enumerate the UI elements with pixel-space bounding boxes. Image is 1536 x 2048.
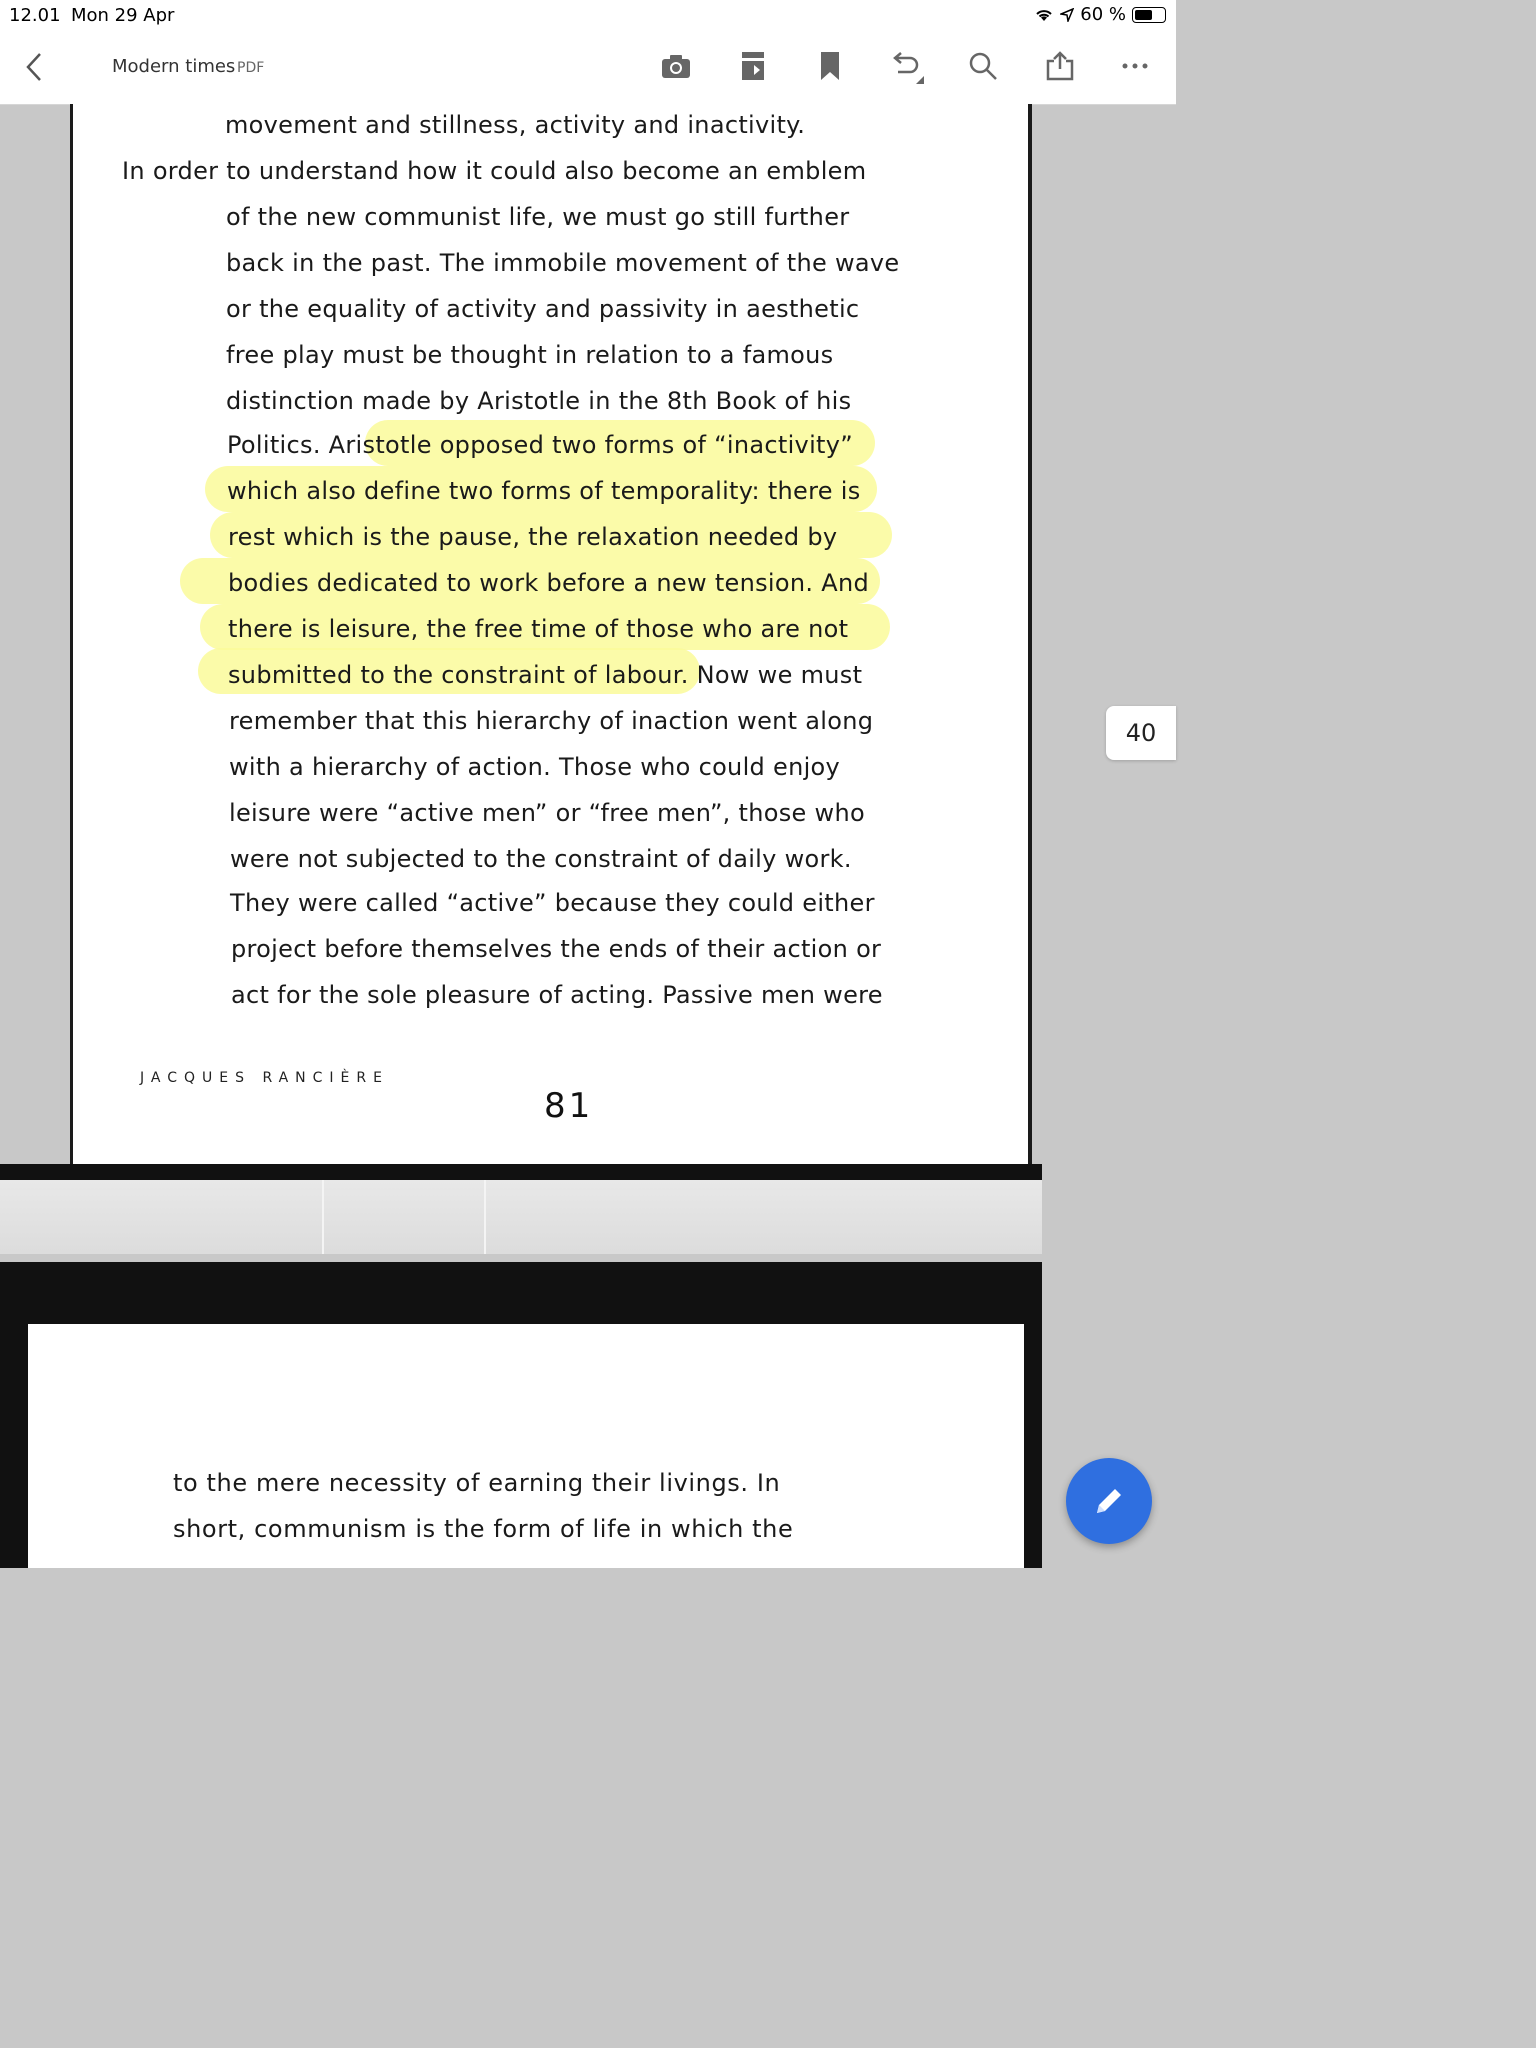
more-button[interactable]: [1117, 48, 1153, 84]
undo-button[interactable]: [888, 48, 924, 84]
share-icon: [1045, 51, 1075, 81]
pdf-page-next: [28, 1324, 1024, 1568]
search-button[interactable]: [965, 48, 1001, 84]
search-icon: [968, 51, 998, 81]
scan-gap: [0, 1180, 1042, 1254]
document-title: Modern times: [112, 56, 236, 77]
page-indicator[interactable]: 40: [1106, 706, 1176, 760]
text-line: distinction made by Aristotle in the 8th Book of his: [226, 387, 852, 415]
battery-percent: 60 %: [1080, 4, 1126, 25]
text-line: They were called “active” because they could either: [230, 889, 875, 917]
battery-icon: [1132, 7, 1166, 23]
text-line: free play must be thought in relation to a famous: [226, 341, 834, 369]
chevron-left-icon: [20, 50, 50, 84]
text-line: which also define two forms of temporality: there is: [227, 477, 861, 505]
back-button[interactable]: [20, 50, 50, 84]
more-icon: [1120, 61, 1150, 71]
text-line: Politics. Aristotle opposed two forms of “inactivity”: [227, 431, 853, 459]
status-right: [1034, 4, 1166, 25]
undo-icon: [888, 48, 924, 84]
page-footer-author: JACQUES RANCIÈRE: [140, 1070, 389, 1086]
text-line: there is leisure, the free time of those who are not: [228, 615, 849, 643]
text-line: bodies dedicated to work before a new tension. And: [228, 569, 870, 597]
bookmark-icon: [820, 51, 840, 81]
page-edge: [0, 1164, 1042, 1180]
page-footer-number: 81: [544, 1086, 594, 1126]
file-type-badge: PDF: [237, 60, 265, 76]
text-line: back in the past. The immobile movement of the wave: [226, 249, 900, 277]
text-line: leisure were “active men” or “free men”, those who: [229, 799, 865, 827]
text-line: were not subjected to the constraint of daily work.: [230, 845, 852, 873]
text-line: to the mere necessity of earning their livings. In: [173, 1469, 781, 1497]
location-icon: [1060, 8, 1074, 22]
status-date: Mon 29 Apr: [71, 5, 175, 26]
text-line: movement and stillness, activity and inactivity.: [225, 111, 806, 139]
toolbar: [0, 32, 1176, 105]
share-button[interactable]: [1042, 48, 1078, 84]
text-line: rest which is the pause, the relaxation needed by: [228, 523, 838, 551]
page-layout-button[interactable]: [735, 48, 771, 84]
text-line: act for the sole pleasure of acting. Passive men were: [231, 981, 883, 1009]
camera-icon: [661, 53, 691, 79]
annotate-button[interactable]: [1066, 1458, 1152, 1544]
status-bar: [0, 0, 1176, 32]
text-line: submitted to the constraint of labour. Now we must: [228, 661, 863, 689]
text-line: In order to understand how it could also become an emblem: [122, 157, 867, 185]
bookmark-button[interactable]: [812, 48, 848, 84]
text-line: or the equality of activity and passivity in aesthetic: [226, 295, 860, 323]
text-line: project before themselves the ends of their action or: [231, 935, 882, 963]
pencil-icon: [1091, 1483, 1127, 1519]
wifi-icon: [1034, 7, 1054, 23]
text-line: short, communism is the form of life in which the: [173, 1515, 794, 1543]
text-line: with a hierarchy of action. Those who could enjoy: [229, 753, 841, 781]
status-time: 12.01: [9, 5, 61, 26]
page-layout-icon: [740, 51, 766, 81]
camera-button[interactable]: [658, 48, 694, 84]
text-line: remember that this hierarchy of inaction went along: [229, 707, 874, 735]
text-line: of the new communist life, we must go still further: [226, 203, 850, 231]
